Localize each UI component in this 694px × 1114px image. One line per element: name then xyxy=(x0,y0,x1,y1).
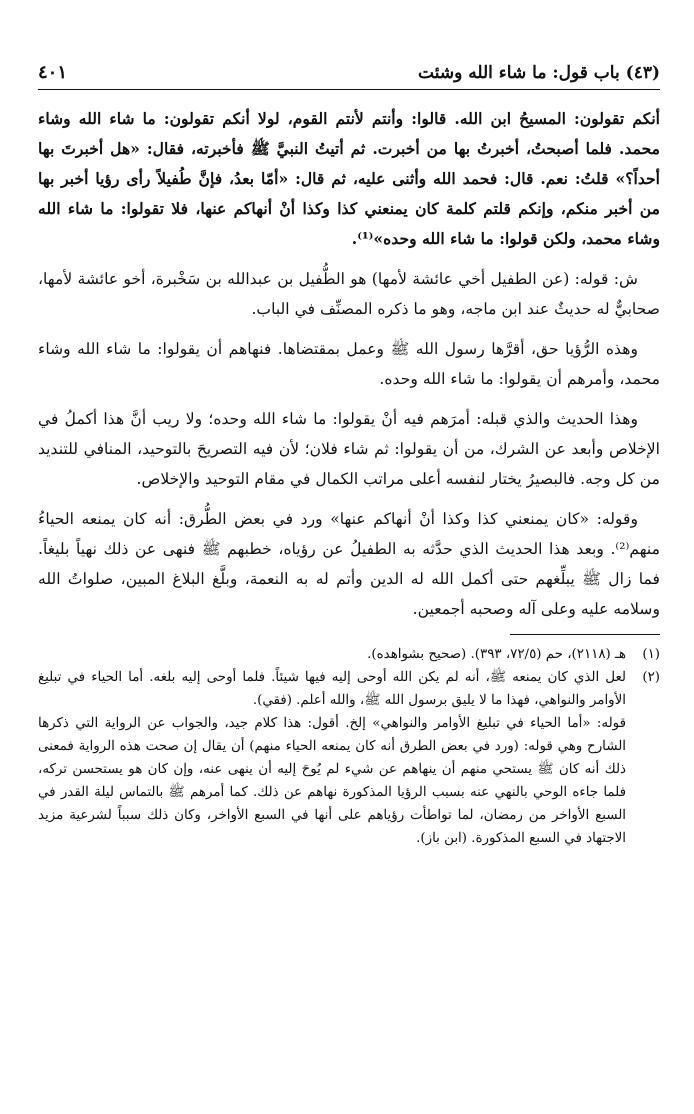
paragraph-commentary: ش: قوله: (عن الطفيل أخي عائشة لأمها) هو الطُّفيل بن عبدالله بن سَخْبرة، أخو عائشة لأمها، صحابيٌّ له حديثٌ عند ابن ماجه، وهو ما ذكره المصنِّف في الباب. xyxy=(38,270,660,318)
footnote-divider xyxy=(510,634,660,635)
page-header xyxy=(38,62,660,90)
footnote-number: (٢) xyxy=(642,670,660,685)
footnote-text: هـ (٢١١٨)، حم (٧٢/٥، ٣٩٣). (صحيح بشواهده). xyxy=(367,647,626,662)
page-number: ٤٠١ xyxy=(38,62,68,83)
footnote-text: قوله: «أما الحياء في تبليغ الأوامر والنواهي» إلخ. أقول: هذا كلام جيد، والجواب عن الرواية التي ذكرها الشارح وهي قوله: (ورد في بعض الطرق أنه كان يمنعه الحياء منهم) أن يقال إن صحت هذه الرواية فمعنى ذلك أنه كان ﷺ يستحي منهم أن ينهاهم عن شيء لم يُوحَ إليه أن ينهى عنه، وإن كان هو يستحسن تركه، فلما جاءه الوحي بالنهي عنه بسبب الرؤيا المذكورة نهاهم عن ذلك. كما أمرهم ﷺ بالتماس ليلة القدر في السبع الأواخر من رمضان، لما تواطأت رؤياهم على أنها في السبع الأواخر، وكان ذلك سبباً لشرعية مزيد الاجتهاد في السبع المذكورة. (ابن باز). xyxy=(38,716,626,846)
page-body xyxy=(38,104,660,624)
book-page xyxy=(38,62,660,850)
footnote-1 xyxy=(38,643,660,666)
paragraph-dream: وهذه الرُّؤيا حق، أقرَّها رسول الله ﷺ وعمل بمقتضاها. فنهاهم أن يقولوا: ما شاء الله وشاء محمد، وأمرهم أن يقولوا: ما شاء الله وحده. xyxy=(38,340,660,388)
footnote-2 xyxy=(38,666,660,850)
footnote-text: لعل الذي كان يمنعه ﷺ، أنه لم يكن الله أوحى إليه فيها شيئاً. فلما أوحى إليه بلغه. أما الحياء في تبليغ الأوامر والنواهي، فهذا ما لا يليق برسول الله ﷺ، والله أعلم. (فقي). xyxy=(38,670,626,708)
paragraph-modesty: وقوله: «كان يمنعني كذا وكذا أنْ أنهاكم عنها» ورد في بعض الطُّرق: أنه كان يمنعه الحياءُ منهم⁽²⁾. وبعد هذا الحديث الذي حدَّثه به الطفيلُ عن رؤياه، خطبهم ﷺ فنهى عن ذلك نهياً بليغاً. فما زال ﷺ يبلِّغهم حتى أكمل الله له الدين وأتم له به النعمة، وبلَّغ البلاغ المبين، صلواتُ الله وسلامه عليه وعلى آله وصحبه أجمعين. xyxy=(38,510,660,618)
footnote-number: (١) xyxy=(642,647,660,662)
chapter-title: (٤٣) باب قول: ما شاء الله وشئت xyxy=(418,63,660,83)
footnotes xyxy=(38,643,660,850)
paragraph-hadith: أنكم تقولون: المسيحُ ابن الله. قالوا: وأنتم لأنتم القوم، لولا أنكم تقولون: ما شاء الله وشاء محمد. فلما أصبحتُ، أخبرتُ بها من أخبرت. ثم أتيتُ النبيَّ ﷺ فأخبرته، فقال: «هل أخبرتَ بها أحداً؟» قلتُ: نعم. قال: فحمد الله وأثنى عليه، ثم قال: «أمّا بعدُ، فإنَّ طُفيلاً رأى رؤيا أخبر بها من أخبر منكم، وإنكم قلتم كلمة كان يمنعني كذا وكذا أنْ أنهاكم عنها، فلا تقولوا: ما شاء الله وشاء محمد، ولكن قولوا: ما شاء الله وحده»⁽¹⁾. xyxy=(38,109,660,248)
paragraph-tawhid: وهذا الحديث والذي قبله: أمرَهم فيه أنْ يقولوا: ما شاء الله وحده؛ ولا ريب أنَّ هذا أكملُ في الإخلاص وأبعد عن الشرك، من أن يقولوا: ثم شاء فلان؛ لأن فيه التصريحَ بالتوحيد، المنافي للتنديد من كل وجه. فالبصيرُ يختار لنفسه أعلى مراتب الكمال في مقام التوحيد والإخلاص. xyxy=(38,410,660,488)
